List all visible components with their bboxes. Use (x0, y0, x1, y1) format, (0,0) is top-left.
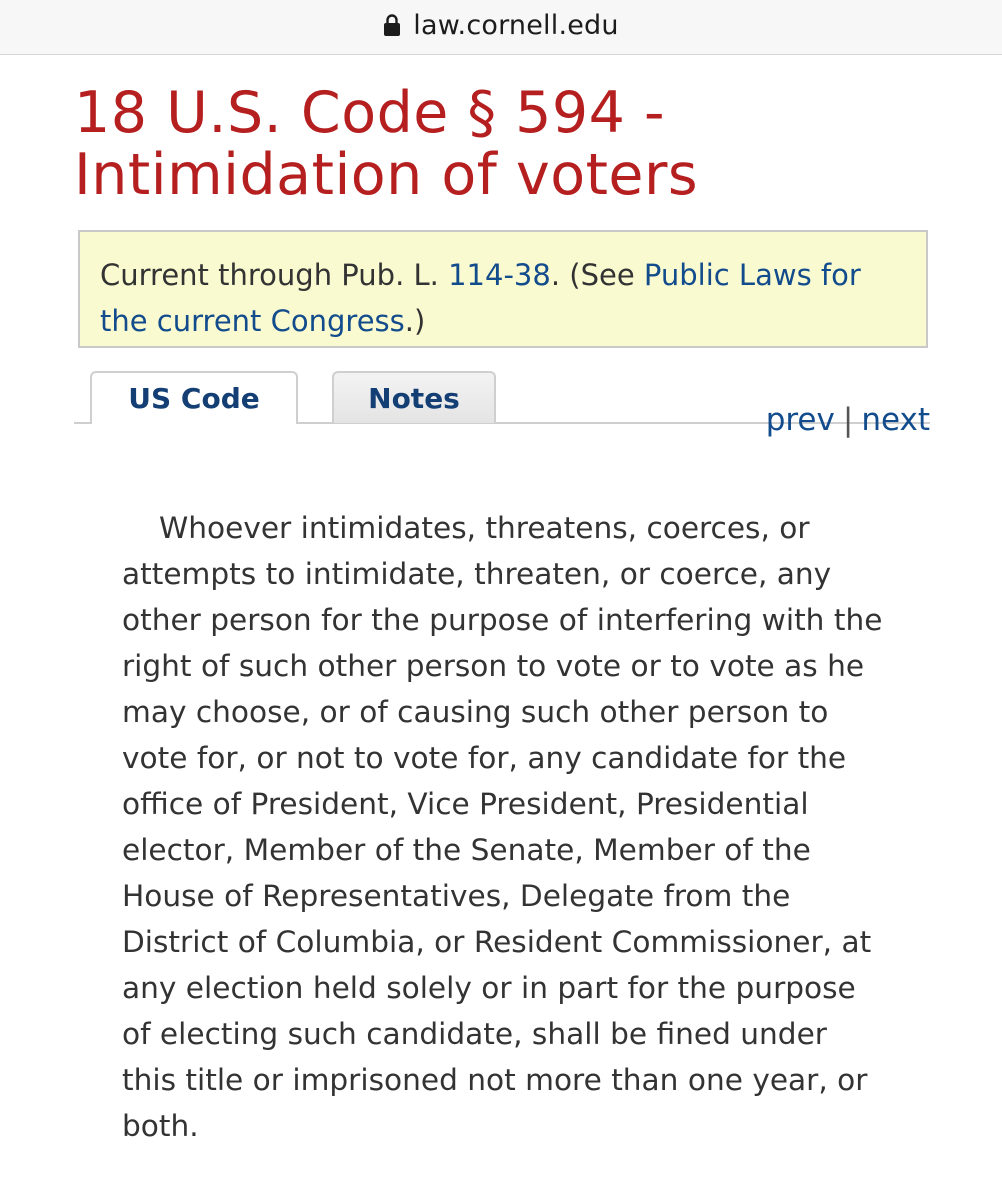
lock-icon (383, 13, 401, 37)
public-law-link[interactable]: 114-38 (448, 258, 551, 292)
tab-notes[interactable]: Notes (332, 371, 496, 423)
url-text: law.cornell.edu (413, 9, 619, 41)
browser-address-bar (0, 0, 1002, 55)
page-title: 18 U.S. Code § 594 - Intimidation of voters (74, 80, 699, 208)
public-laws-link[interactable]: Public Laws for the current Congress (100, 258, 861, 338)
next-link[interactable]: next (861, 402, 930, 438)
prev-link[interactable]: prev (765, 402, 835, 438)
nav-separator: | (842, 402, 854, 438)
currency-notice-prefix: Current through Pub. L. (100, 258, 449, 292)
url-display[interactable] (0, 6, 1002, 44)
tab-us-code[interactable]: US Code (90, 371, 298, 424)
page-navigation (700, 402, 930, 438)
currency-notice-suffix: .) (404, 304, 426, 338)
currency-notice (78, 230, 928, 348)
currency-notice-middle: . (See (550, 258, 644, 292)
statute-text: Whoever intimidates, threatens, coerces, or attempts to intimidate, threaten, or coerce, any other person for the purpose of interfering with the right of such other person to vote or to vote as he may choose, or of causing such other person to vote for, or not to vote for, any candidate for the office of President, Vice President, Presidential elector, Member of the Senate, Member of the House of Representatives, Delegate from the District of Columbia, or Resident Commissioner, at any election held solely or in part for the purpose of electing such candidate, shall be fined under this title or imprisoned not more than one year, or both. (122, 511, 883, 1143)
